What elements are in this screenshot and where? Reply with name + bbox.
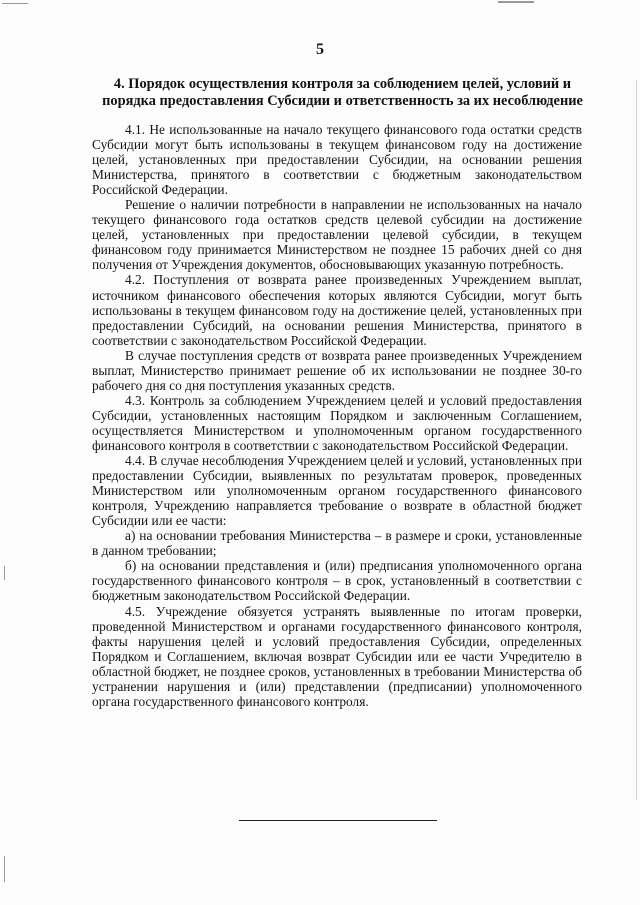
paragraph-4-1-decision: Решение о наличии потребности в направлении не использованных на начало текущего финансового года остатков средств целевой субсидии на достижение целей, установленных при предоставлении целевой субсидии, в текущем финансовом году принимается Министерством не позднее 15 рабочих дней со дня получения от Учреждения документов, обосновывающих указанную потребность. <box>92 197 582 273</box>
paragraph-4-2: 4.2. Поступления от возврата ранее произведенных Учреждением выплат, источником финансового обеспечения которых являются Субсидии, могут быть использованы в текущем финансовом году на достижение целей, установленных при предоставлении Субсидий, на основании решения Министерства, принятого в соответствии с законодательством Российской Федерации. <box>92 272 582 348</box>
paragraph-4-5: 4.5. Учреждение обязуется устранять выявленные по итогам проверки, проведенной Министерством и органами государственного финансового контроля, факты нарушения целей и условий предоставления Субсидии, определенных Порядком и Соглашением, включая возврат Субсидии или ее части Учредителю в областной бюджет, не позднее сроков, установленных в требовании Министерства об устранении нарушения и (или) представлении (предписании) уполномоченного органа государственного финансового контроля. <box>92 603 582 709</box>
paragraph-4-1: 4.1. Не использованные на начало текущего финансового года остатки средств Субсидии могут быть использованы в текущем финансовом году на достижение целей, установленных при предоставлении Субсидии, на основании решения Министерства, принятого в соответствии с бюджетным законодательством Российской Федерации. <box>92 122 582 198</box>
end-separator-line <box>239 820 437 821</box>
scan-artifact <box>636 80 637 800</box>
paragraph-4-3: 4.3. Контроль за соблюдением Учреждением целей и условий предоставления Субсидии, установленных настоящим Порядком и заключенным Соглашением, осуществляется Министерством и уполномоченным органом государственного финансового контроля в соответствии с законодательством Российской Федерации. <box>92 392 582 453</box>
section-heading: 4. Порядок осуществления контроля за соблюдением целей, условий и порядка предоставления Субсидии и ответственность за их несоблюдение <box>102 76 583 109</box>
scan-artifact <box>2 3 28 4</box>
paragraph-4-4-b: б) на основании представления и (или) предписания уполномоченного органа государственного финансового контроля – в срок, установленный в соответствии с бюджетным законодательством Российской Федерации. <box>92 558 582 604</box>
page-number: 5 <box>316 41 324 58</box>
scan-artifact <box>4 566 5 580</box>
paragraph-4-4: 4.4. В случае несоблюдения Учреждением целей и условий, установленных при предоставлении Субсидии, выявленных по результатам проверок, проведенных Министерством или уполномоченным органом государственного финансового контроля, Учреждению направляется требование о возврате в областной бюджет Субсидии или ее части: <box>92 453 582 529</box>
scan-artifact <box>4 856 5 882</box>
document-body <box>92 122 582 709</box>
paragraph-4-4-a: а) на основании требования Министерства – в размере и сроки, установленные в данном требовании; <box>92 528 582 559</box>
paragraph-4-2-receipts: В случае поступления средств от возврата ранее произведенных Учреждением выплат, Министерство принимает решение об их использовании не позднее 30-го рабочего дня со дня поступления указанных средств. <box>92 347 582 393</box>
scan-artifact <box>498 1 534 3</box>
